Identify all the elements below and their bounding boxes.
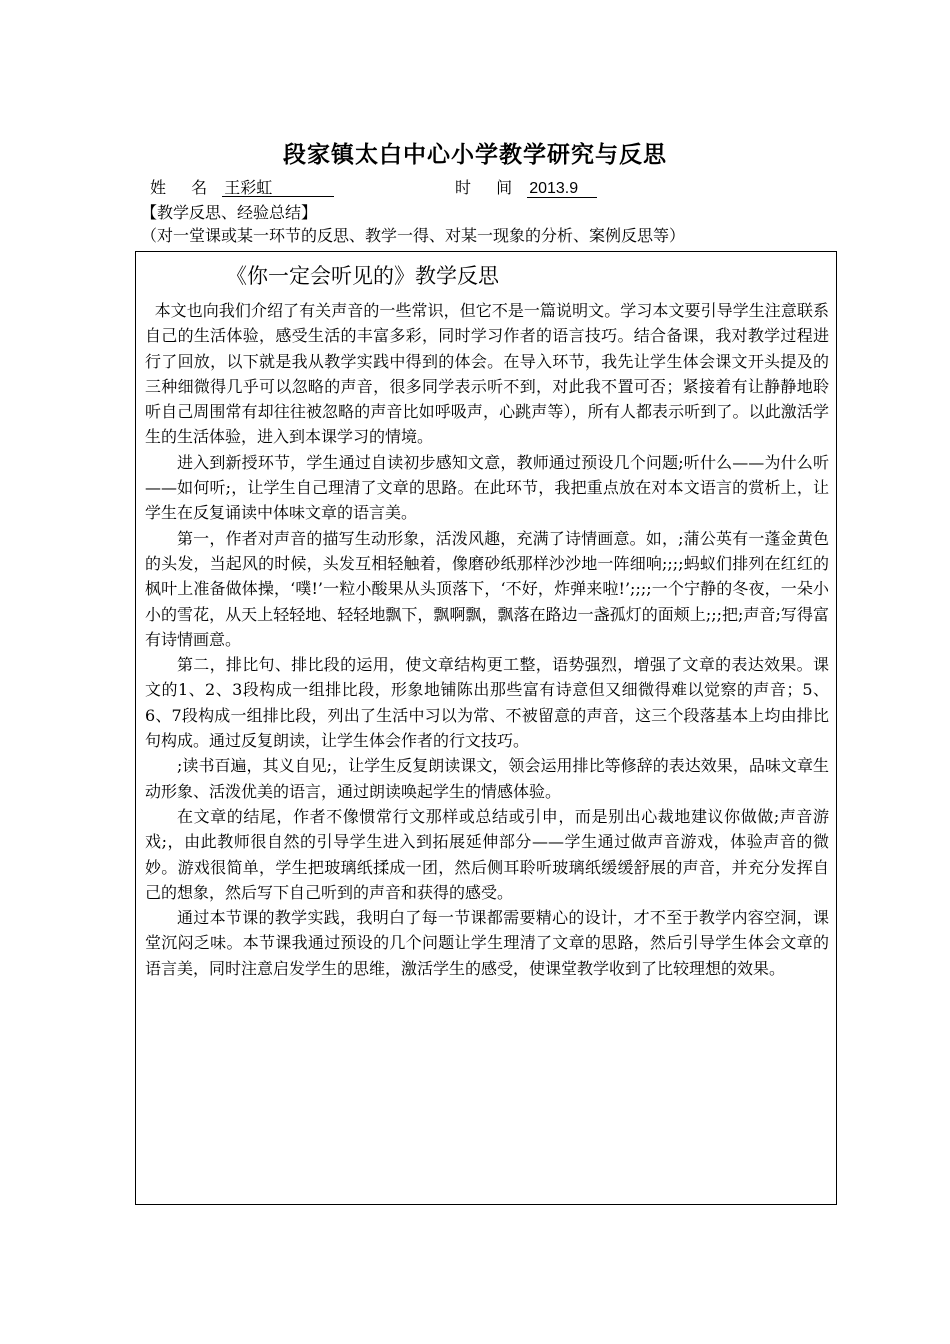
name-row: [150, 178, 334, 198]
section-note: （对一堂课或某一环节的反思、教学一得、对某一现象的分析、案例反思等）: [141, 226, 686, 245]
section-heading: 【教学反思、经验总结】: [141, 203, 318, 222]
time-label: 时 间: [455, 178, 523, 197]
paragraph: 第一，作者对声音的描写生动形象，活泼风趣，充满了诗情画意。如，;蒲公英有一蓬金黄色的头发，当起风的时候，头发互相轻触着，像磨砂纸那样沙沙地一阵细响;;;;蚂蚁们排列在红红的枫叶上准备做体操，‘噗!’一粒小酸果从头顶落下，‘不好，炸弹来啦!’;;;;一个宁静的冬夜，一朵小小的雪花，从天上轻轻地、轻轻地飘下，飘啊飘，飘落在路边一盏孤灯的面颊上;;;把;声音;写得富有诗情画意。: [145, 528, 829, 649]
time-row: [455, 178, 597, 198]
page-title: 段家镇太白中心小学教学研究与反思: [283, 142, 667, 168]
paragraph: ;读书百遍，其义自见;，让学生反复朗读课文，领会运用排比等修辞的表达效果，品味文章生动形象、活泼优美的语言，通过朗读唤起学生的情感体验。: [145, 756, 829, 801]
name-label: 姓 名: [150, 178, 218, 197]
article-title: 《你一定会听见的》教学反思: [226, 264, 499, 288]
article-body: [145, 298, 829, 981]
name-value: 王彩虹: [222, 179, 334, 197]
paragraph: 第二，排比句、排比段的运用，使文章结构更工整，语势强烈，增强了文章的表达效果。课文的1、2、3段构成一组排比段，形象地铺陈出那些富有诗意但又细微得难以觉察的声音；5、6、7段构成一组排比段，列出了生活中习以为常、不被留意的声音，这三个段落基本上均由排比句构成。通过反复朗读，让学生体会作者的行文技巧。: [145, 655, 829, 751]
reflection-box: [135, 251, 837, 1205]
time-value: 2013.9: [527, 180, 597, 198]
paragraph: 通过本节课的教学实践，我明白了每一节课都需要精心的设计，才不至于教学内容空洞，课堂沉闷乏味。本节课我通过预设的几个问题让学生理清了文章的思路，然后引导学生体会文章的语言美，同时注意启发学生的思维，激活学生的感受，使课堂教学收到了比较理想的效果。: [145, 908, 829, 978]
paragraph: 进入到新授环节，学生通过自读初步感知文意，教师通过预设几个问题;听什么——为什么听——如何听;，让学生自己理清了文章的思路。在此环节，我把重点放在对本文语言的赏析上，让学生在反复诵读中体味文章的语言美。: [145, 452, 829, 523]
paragraph: 本文也向我们介绍了有关声音的一些常识，但它不是一篇说明文。学习本文要引导学生注意联系自己的生活体验，感受生活的丰富多彩，同时学习作者的语言技巧。结合备课，我对教学过程进行了回放，以下就是我从教学实践中得到的体会。在导入环节，我先让学生体会课文开头提及的三种细微得几乎可以忽略的声音，很多同学表示听不到，对此我不置可否；紧接着有让静静地聆听自己周围常有却往往被忽略的声音比如呼吸声，心跳声等），所有人都表示听到了。以此激活学生的生活体验，进入到本课学习的情境。: [145, 301, 829, 447]
paragraph: 在文章的结尾，作者不像惯常行文那样或总结或引申，而是别出心裁地建议你做做;声音游戏;，由此教师很自然的引导学生进入到拓展延伸部分——学生通过做声音游戏，体验声音的微妙。游戏很简单，学生把玻璃纸揉成一团，然后侧耳聆听玻璃纸缓缓舒展的声音，并充分发挥自己的想象，然后写下自己听到的声音和获得的感受。: [145, 806, 829, 902]
